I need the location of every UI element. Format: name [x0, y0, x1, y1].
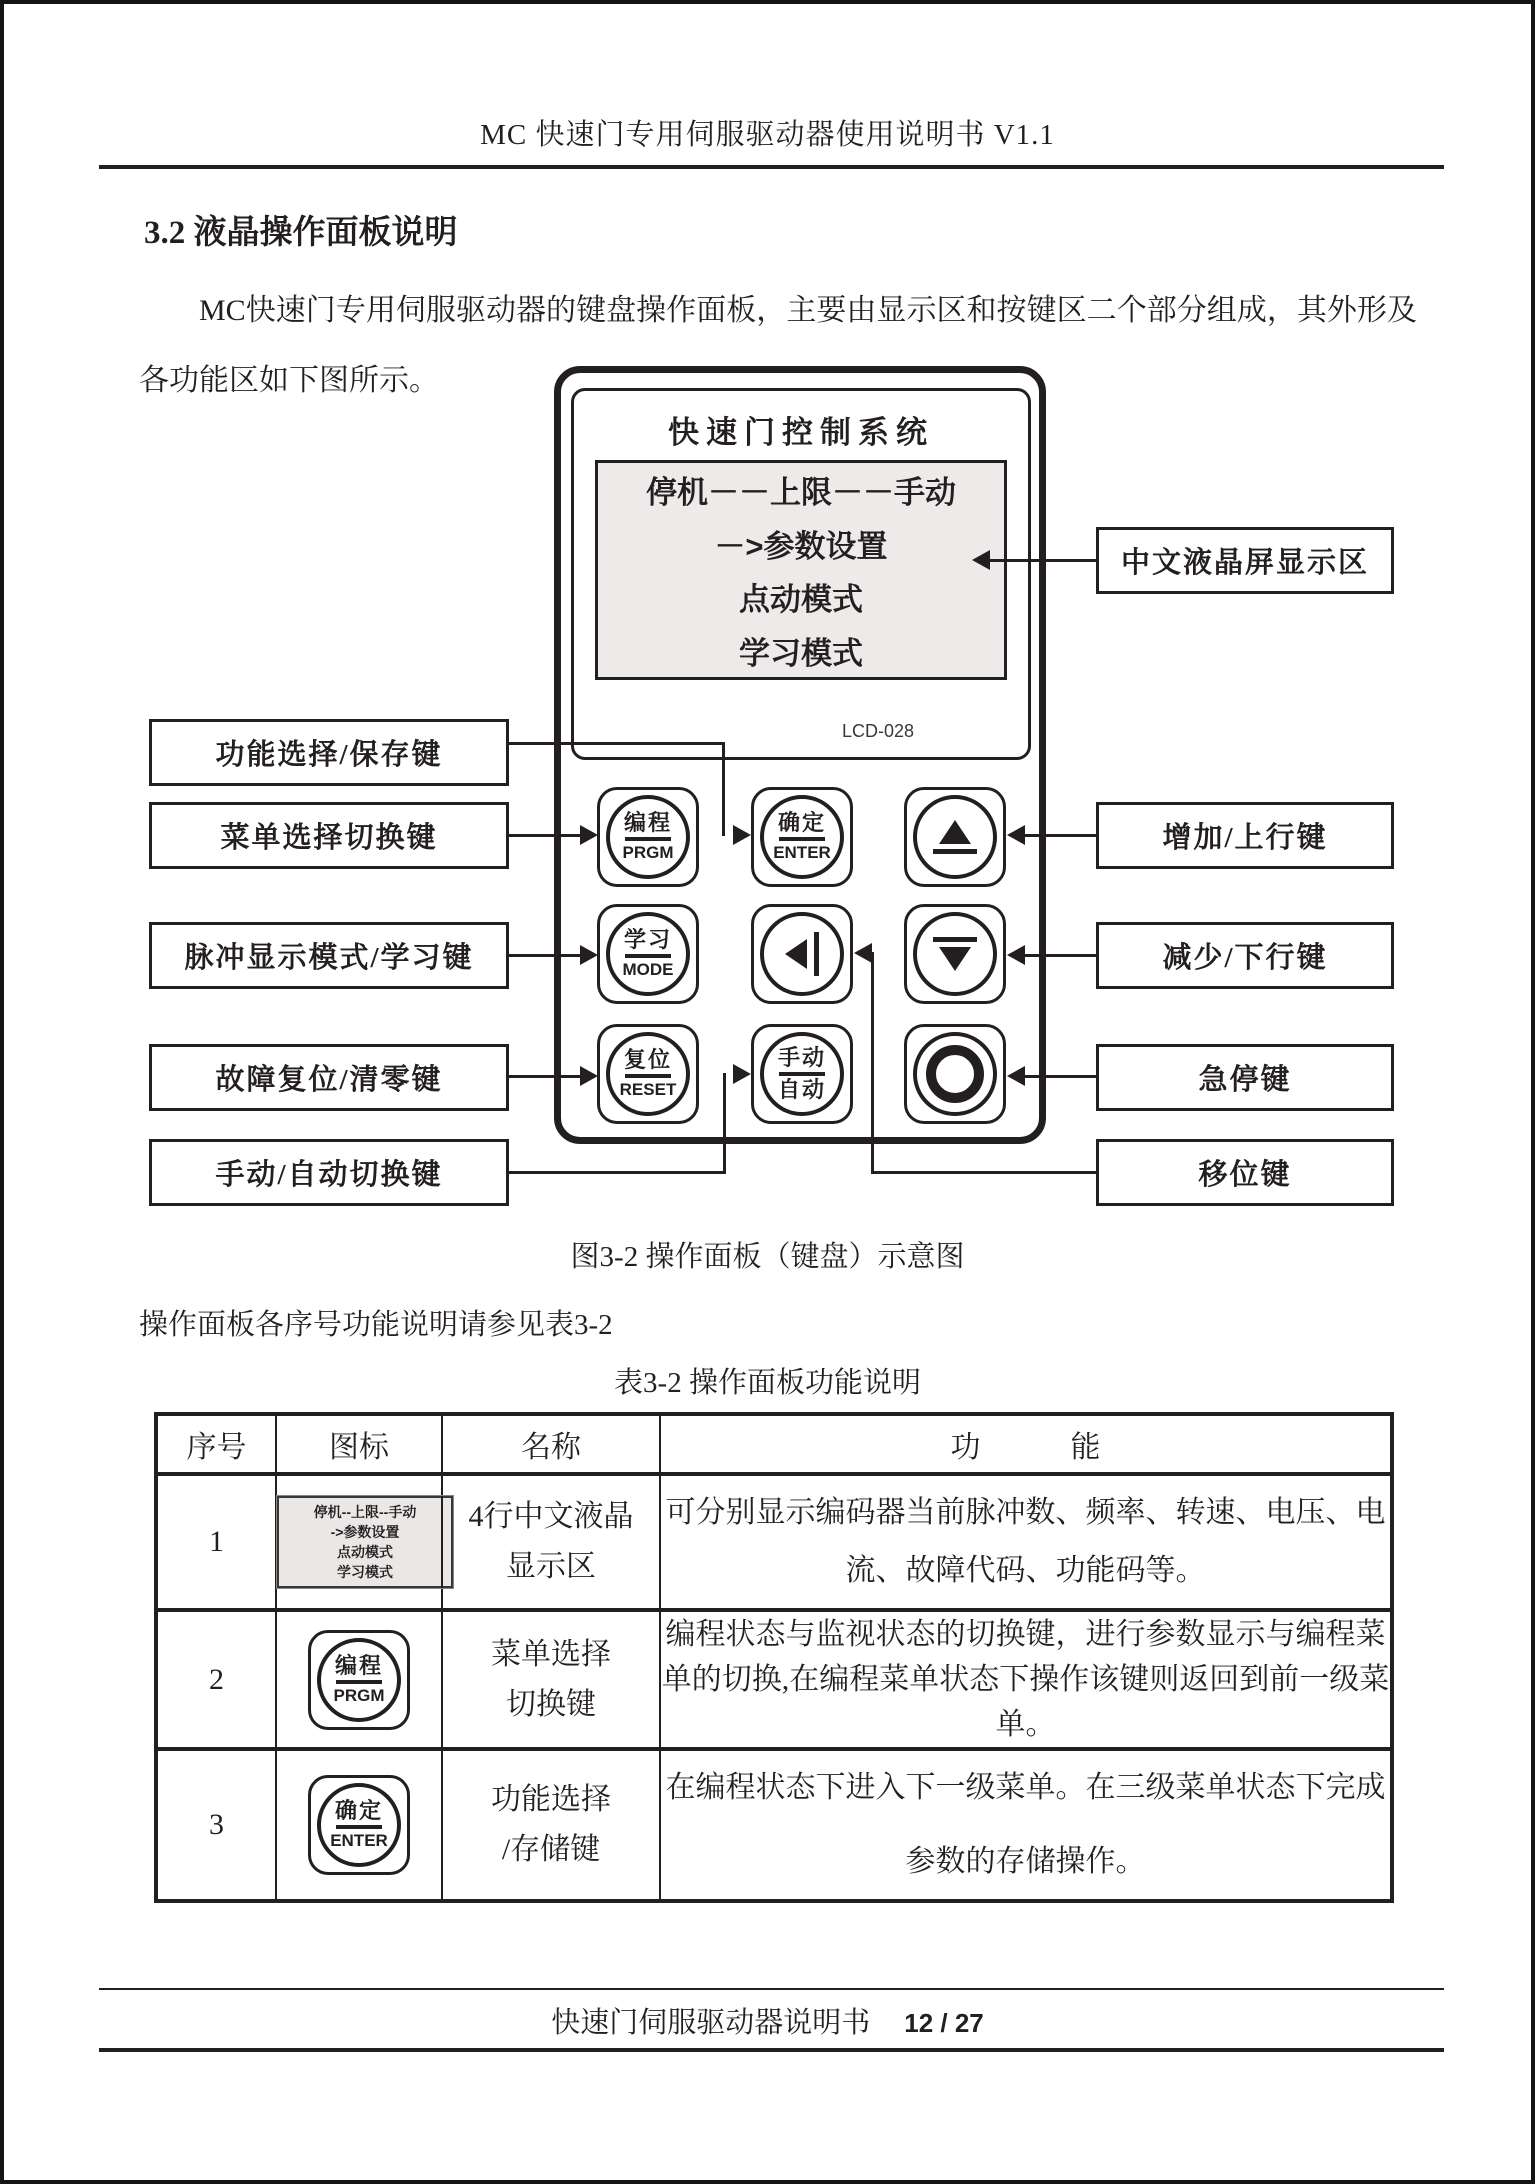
footer — [4, 2000, 1531, 2041]
connector-function-save-v — [722, 742, 725, 836]
table-row — [156, 1474, 1392, 1610]
left-triangle-bar-icon — [785, 932, 819, 976]
button-divider — [625, 1074, 671, 1078]
callout-fault-reset-key: 故障复位/清零键 — [149, 1044, 509, 1111]
connector-shift-h — [872, 1171, 1096, 1174]
button-divider — [625, 837, 671, 841]
arrowhead-enter — [733, 825, 751, 845]
row-name — [442, 1610, 660, 1749]
estop-button — [904, 1024, 1006, 1124]
row-name — [442, 1474, 660, 1610]
mode-label-zh: 学习 — [623, 927, 672, 952]
lcd-line-3: 点动模式 — [739, 582, 863, 618]
footer-page-number: 12 / 27 — [904, 2008, 984, 2038]
table-header-row — [156, 1414, 1392, 1474]
row-icon-cell — [276, 1749, 442, 1901]
row-no: 1 — [156, 1474, 276, 1610]
callout-estop-key: 急停键 — [1096, 1044, 1394, 1111]
row-icon-cell — [276, 1610, 442, 1749]
mini-lcd-line-3: 点动模式 — [337, 1544, 393, 1560]
col-header-name: 名称 — [442, 1414, 660, 1474]
table-caption — [4, 1360, 1531, 1401]
intro-paragraph: MC快速门专用伺服驱动器的键盘操作面板，主要由显示区和按键区二个部分组成，其外形及各功能区如下图所示。 — [139, 294, 1417, 397]
callout-manual-auto-key: 手动/自动切换键 — [149, 1139, 509, 1206]
doc-header-title: MC 快速门专用伺服驱动器使用说明书 V1.1 — [480, 119, 1055, 151]
button-divider — [336, 1680, 382, 1684]
connector-increase-up — [1024, 834, 1096, 837]
mini-lcd-line-1: 停机--上限--手动 — [313, 1504, 417, 1520]
prgm-label-en: PRGM — [622, 843, 674, 862]
panel-diagram — [4, 359, 1535, 1224]
down-button — [904, 904, 1006, 1004]
manual-auto-button — [751, 1024, 853, 1124]
table-caption-text: 表3-2 操作面板功能说明 — [614, 1367, 921, 1399]
row-name-line2: 显示区 — [506, 1550, 596, 1583]
connector-estop — [1024, 1075, 1096, 1078]
section-title: 3.2 液晶操作面板说明 — [144, 215, 458, 251]
enter-button-icon — [308, 1775, 410, 1875]
manual-label: 手动 — [777, 1045, 826, 1070]
shift-button — [751, 904, 853, 1004]
enter-label-zh: 确定 — [777, 810, 826, 835]
row-function: 在编程状态下进入下一级菜单。在三级菜单状态下完成参数的存储操作。 — [660, 1749, 1392, 1901]
arrowhead-up — [1007, 825, 1025, 845]
connector-fault-reset — [509, 1075, 583, 1078]
up-button-face — [913, 795, 997, 879]
enter-button-face — [760, 795, 844, 879]
enter-label-en: ENTER — [773, 843, 831, 862]
col-header-function: 功 能 — [660, 1414, 1392, 1474]
row-icon-cell — [276, 1474, 442, 1610]
prgm-label-zh: 编程 — [623, 810, 672, 835]
connector-pulse-mode — [509, 954, 583, 957]
callout-increase-up-key: 增加/上行键 — [1096, 802, 1394, 869]
callout-lcd-display-area: 中文液晶屏显示区 — [1096, 527, 1394, 594]
row-name — [442, 1749, 660, 1901]
callout-function-save-key: 功能选择/保存键 — [149, 719, 509, 786]
enter-label-en: ENTER — [330, 1831, 388, 1850]
arrowhead-reset — [580, 1066, 598, 1086]
mode-button-face — [606, 912, 690, 996]
up-button — [904, 787, 1006, 887]
prgm-button — [597, 787, 699, 887]
mode-button — [597, 904, 699, 1004]
row-no: 3 — [156, 1749, 276, 1901]
arrowhead-prgm — [580, 825, 598, 845]
arrowhead-shift — [854, 943, 872, 963]
prgm-label-zh: 编程 — [334, 1652, 383, 1678]
mini-lcd-line-2: ->参数设置 — [330, 1524, 400, 1540]
mini-lcd-icon — [277, 1496, 453, 1588]
lcd-line-4: 学习模式 — [739, 635, 863, 671]
callout-menu-switch-key: 菜单选择切换键 — [149, 802, 509, 869]
row-function: 可分别显示编码器当前脉冲数、频率、转速、电压、电流、故障代码、功能码等。 — [660, 1474, 1392, 1610]
footer-rule-top — [99, 1988, 1444, 1990]
reset-label-zh: 复位 — [623, 1047, 672, 1072]
arrowhead-mode — [580, 945, 598, 965]
down-triangle-bar-icon — [933, 937, 977, 971]
mode-label-en: MODE — [622, 960, 674, 979]
row-name-line1: 功能选择 — [491, 1783, 611, 1816]
callout-shift-key: 移位键 — [1096, 1139, 1394, 1206]
reset-button-face — [606, 1032, 690, 1116]
row-name-line2: 切换键 — [506, 1687, 596, 1721]
prgm-label-en: PRGM — [333, 1685, 385, 1705]
table-reference-text: 操作面板各序号功能说明请参见表3-2 — [139, 1309, 613, 1341]
footer-doc-title: 快速门伺服驱动器说明书 — [551, 2007, 871, 2039]
shift-button-face — [760, 912, 844, 996]
arrowhead-estop — [1007, 1066, 1025, 1086]
estop-button-face — [913, 1032, 997, 1116]
arrowhead-lcd — [972, 550, 990, 570]
table-row — [156, 1610, 1392, 1749]
arrowhead-manual-auto — [733, 1064, 751, 1084]
manual-auto-button-face — [760, 1032, 844, 1116]
connector-menu-switch — [509, 834, 583, 837]
panel-title: 快速门控制系统 — [668, 415, 934, 450]
col-header-icon: 图标 — [276, 1414, 442, 1474]
enter-button — [751, 787, 853, 887]
button-divider — [625, 954, 671, 958]
button-divider — [336, 1825, 382, 1829]
table-row — [156, 1749, 1392, 1901]
button-divider — [779, 1072, 825, 1076]
lcd-screen — [595, 460, 1007, 680]
row-name-line1: 4行中文液晶 — [468, 1500, 634, 1533]
mini-lcd-line-4: 学习模式 — [337, 1564, 393, 1580]
lcd-line-1: 停机－－上限－－手动 — [646, 475, 956, 511]
row-function: 编程状态与监视状态的切换键，进行参数显示与编程菜单的切换,在编程菜单状态下操作该键则返回到前一级菜单。 — [660, 1610, 1392, 1749]
footer-rule-bottom — [99, 2048, 1444, 2052]
connector-manual-auto-v — [723, 1073, 726, 1174]
connector-lcd — [989, 559, 1096, 562]
connector-function-save-h — [509, 742, 725, 745]
prgm-button-face — [606, 795, 690, 879]
connector-manual-auto-h — [509, 1171, 726, 1174]
col-header-no: 序号 — [156, 1414, 276, 1474]
ring-icon — [926, 1045, 984, 1103]
lcd-model-label: LCD-028 — [842, 721, 915, 741]
button-divider — [779, 837, 825, 841]
figure-caption: 图3-2 操作面板（键盘）示意图 — [570, 1241, 965, 1273]
auto-label: 自动 — [777, 1077, 826, 1102]
eject-up-icon — [933, 820, 977, 854]
row-name-line1: 菜单选择 — [491, 1637, 611, 1671]
lcd-line-2: －>参数设置 — [714, 528, 888, 564]
row-no: 2 — [156, 1610, 276, 1749]
down-button-face — [913, 912, 997, 996]
function-table — [154, 1412, 1394, 1903]
row-name-line2: /存储键 — [501, 1833, 601, 1866]
reset-label-en: RESET — [619, 1080, 677, 1099]
reset-button — [597, 1024, 699, 1124]
connector-decrease-down — [1024, 954, 1096, 957]
callout-decrease-down-key: 减少/下行键 — [1096, 922, 1394, 989]
enter-label-zh: 确定 — [334, 1798, 383, 1823]
prgm-button-icon — [308, 1630, 410, 1730]
arrowhead-down — [1007, 945, 1025, 965]
header-rule — [99, 165, 1444, 169]
callout-pulse-mode-key: 脉冲显示模式/学习键 — [149, 922, 509, 989]
connector-shift-v — [871, 952, 874, 1174]
